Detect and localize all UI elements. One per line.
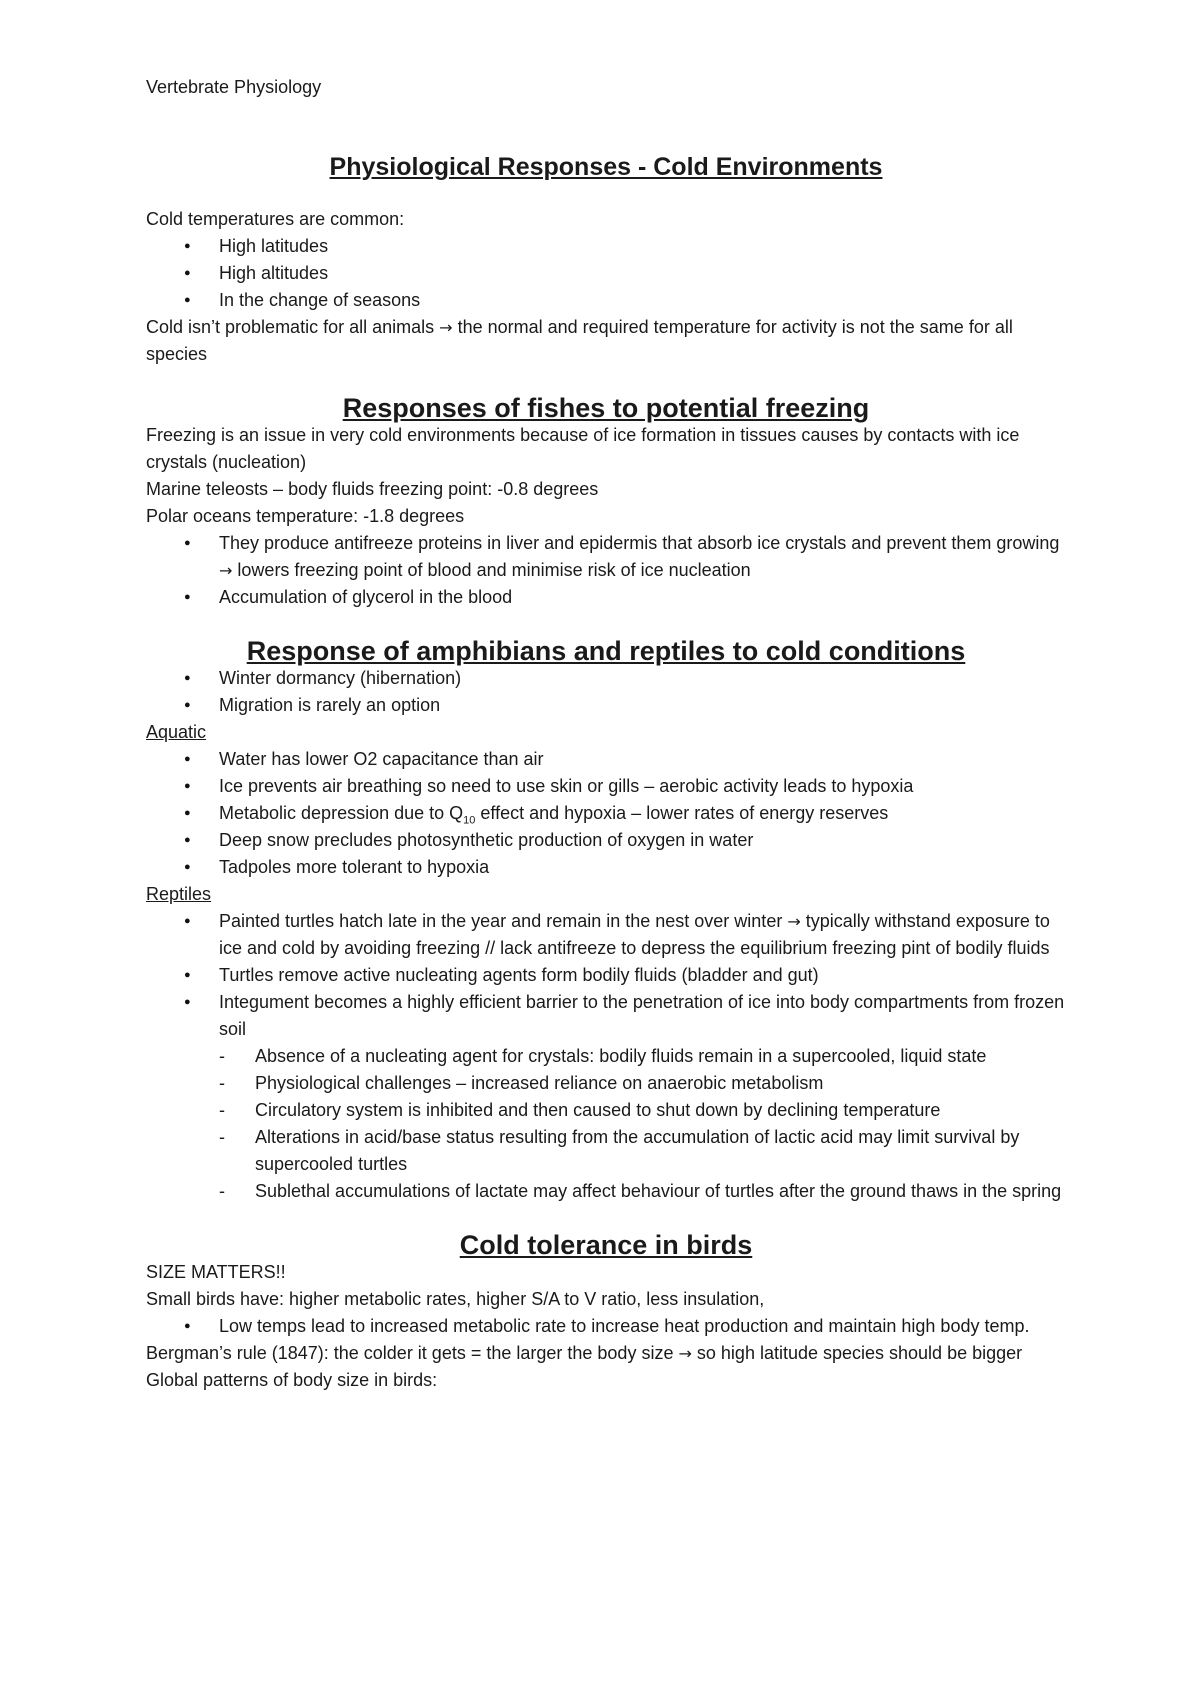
fish-paragraph: Polar oceans temperature: -1.8 degrees — [146, 506, 465, 526]
list-item: ● Painted turtles hatch late in the year and remain in the nest over winter → typically withstand exposure to ice and cold by avoiding freezing // lack antifreeze to depress the equilibrium freezing pint of bodily fluids — [146, 908, 1066, 962]
list-item: ● High latitudes — [146, 233, 1066, 260]
list-item: ● Metabolic depression due to $Q_{10}$ effect and hypoxia – lower rates of energy reserves — [146, 800, 1066, 827]
arrow-icon: → — [219, 561, 233, 580]
page-title: Physiological Responses - Cold Environments — [329, 153, 883, 181]
list-item: ● Migration is rarely an option — [146, 692, 1066, 719]
list-item: - Alterations in acid/base status resulting from the accumulation of lactic acid may limit survival by supercooled turtles — [146, 1124, 1066, 1178]
subheading-aquatic: Aquatic — [146, 722, 207, 742]
arrow-icon: → — [439, 318, 453, 337]
list-item: - Physiological challenges – increased reliance on anaerobic metabolism — [146, 1070, 1066, 1097]
birds-paragraph: Small birds have: higher metabolic rates, higher S/A to V ratio, less insulation, — [146, 1289, 765, 1309]
section-heading-fishes: Responses of fishes to potential freezing — [342, 393, 870, 423]
list-item: ● Turtles remove active nucleating agents form bodily fluids (bladder and gut) — [146, 962, 1066, 989]
reptile-list — [146, 908, 1066, 1205]
list-item: ● Water has lower O2 capacitance than air — [146, 746, 1066, 773]
aquatic-list — [146, 746, 1066, 881]
intro-lead: Cold temperatures are common: — [146, 209, 405, 229]
arrow-icon: → — [678, 1344, 692, 1363]
fish-paragraph: Marine teleosts – body fluids freezing point: -0.8 degrees — [146, 479, 599, 499]
birds-list — [146, 1313, 1066, 1340]
list-item: ● They produce antifreeze proteins in liver and epidermis that absorb ice crystals and prevent them growing → lowers freezing point of blood and minimise risk of ice nucleation — [146, 530, 1066, 584]
fish-paragraph: Freezing is an issue in very cold environments because of ice formation in tissues causes by contacts with ice crystals (nucleation) — [146, 425, 1020, 472]
list-item: ● Deep snow precludes photosynthetic production of oxygen in water — [146, 827, 1066, 854]
fish-list — [146, 530, 1066, 611]
intro-list — [146, 233, 1066, 314]
list-item: - Sublethal accumulations of lactate may affect behaviour of turtles after the ground thaws in the spring — [146, 1178, 1066, 1205]
list-item: ● Tadpoles more tolerant to hypoxia — [146, 854, 1066, 881]
intro-note: Cold isn’t problematic for all animals → the normal and required temperature for activity is not the same for all species — [146, 317, 1013, 364]
arrow-icon: → — [787, 912, 801, 931]
list-item: ● Winter dormancy (hibernation) — [146, 665, 1066, 692]
birds-paragraph: SIZE MATTERS!! — [146, 1262, 286, 1282]
list-item: ● Low temps lead to increased metabolic rate to increase heat production and maintain high body temp. — [146, 1313, 1066, 1340]
list-item: ● Ice prevents air breathing so need to use skin or gills – aerobic activity leads to hypoxia — [146, 773, 1066, 800]
list-item: ● In the change of seasons — [146, 287, 1066, 314]
birds-paragraph: Global patterns of body size in birds: — [146, 1370, 438, 1390]
document-body — [146, 150, 1066, 1394]
dash-list — [146, 1043, 1066, 1205]
birds-paragraph: Bergman’s rule (1847): the colder it gets = the larger the body size → so high latitude species should be bigger — [146, 1343, 1023, 1363]
amphibian-list — [146, 665, 1066, 719]
list-item: - Absence of a nucleating agent for crystals: bodily fluids remain in a supercooled, liquid state — [146, 1043, 1066, 1070]
section-heading-birds: Cold tolerance in birds — [459, 1230, 753, 1260]
subheading-reptiles: Reptiles — [146, 884, 212, 904]
section-heading-amphibians: Response of amphibians and reptiles to cold conditions — [246, 636, 966, 666]
list-item: ● High altitudes — [146, 260, 1066, 287]
list-item: ● Integument becomes a highly efficient barrier to the penetration of ice into body compartments from frozen soil - Absence of a nucleating agent for crystals: bodily fluids remain in a supercooled, liquid state - Physiological challenges – increased reliance on anaerobic metabolism - Circulatory system is inhibited and then caused to shut down by declining temperature - Alterations in acid/base status resulting from the accumulation of lactic acid may limit survival by supercooled turtles - Sublethal accumulations of lactate may affect behaviour of turtles after the ground thaws in the spring — [146, 989, 1066, 1205]
list-item: ● Accumulation of glycerol in the blood — [146, 584, 1066, 611]
list-item: - Circulatory system is inhibited and then caused to shut down by declining temperature — [146, 1097, 1066, 1124]
page-header: Vertebrate Physiology — [146, 77, 322, 97]
